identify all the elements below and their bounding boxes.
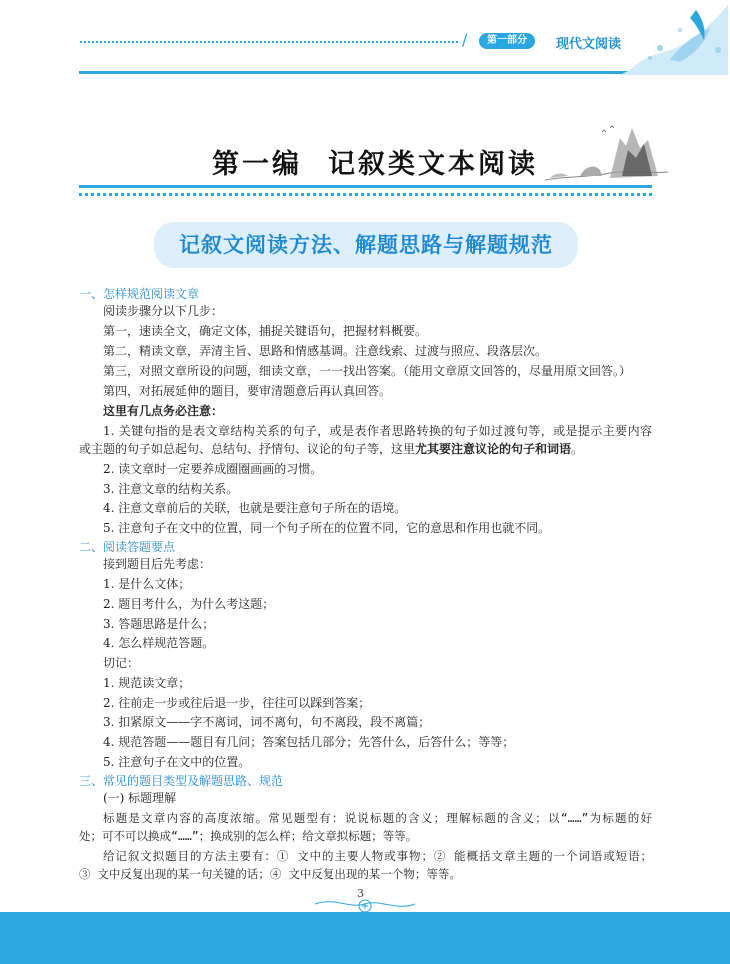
s1-step-4: 第四，对拓展延伸的题目，要审清题意后再认真回答。: [103, 384, 392, 398]
s1-step-3: 第三，对照文章所设的问题，细读文章，一一找出答案。（能用文章原文回答的，尽量用原文回答。）: [103, 364, 632, 378]
s1-step-2: 第二，精读文章，弄清主旨、思路和情感基调。注意线索、过渡与照应、段落层次。: [103, 344, 548, 358]
s1-note-title: 这里有几点务必注意：: [103, 404, 224, 418]
s1-note-1-line-1-text: 1. 关键句指的是表文章结构关系的句子，或是表作者思路转换的句子如过渡句等，或是提示主要内容: [103, 424, 652, 438]
s1-note-1-line-1: [103, 423, 652, 440]
s1-heading: 一、怎样规范阅读文章: [79, 287, 200, 301]
s2-consider-3: 3. 答题思路是什么；: [103, 617, 215, 631]
s2-remember-3: 3. 扣紧原文——字不离词，词不离句，句不离段，段不离篇；: [103, 715, 431, 729]
chapter-title: [212, 142, 538, 181]
s2-consider-1: 1. 是什么文体；: [103, 577, 191, 591]
header-dotted-line: [80, 41, 458, 43]
s1-note-5: 5. 注意句子在文中的位置，同一个句子所在的位置不同，它的意思和作用也就不同。: [103, 521, 551, 535]
s3-subheading: (一) 标题理解: [103, 791, 177, 805]
s1-note-4: 4. 注意文章前后的关联，也就是要注意句子所在的语境。: [103, 501, 407, 515]
s1-note-3: 3. 注意文章的结构关系。: [103, 482, 239, 496]
s3-p1-line-2: 处；可不可以换成“……”；换成别的怎么样；给文章拟标题；等等。: [79, 829, 418, 843]
footer-band: [0, 912, 730, 964]
title-rule: [79, 185, 652, 188]
s2-heading: 二、阅读答题要点: [79, 540, 176, 554]
s3-p2-line-1-text: 给记叙文拟题目的方法主要有：① 文中的主要人物或事物；② 能概括文章主题的一个词语或短语；: [103, 849, 652, 863]
s3-p1-line-1: [103, 810, 652, 827]
s2-consider-2: 2. 题目考什么，为什么考这题；: [103, 597, 275, 611]
s3-p2-line-1: [103, 848, 652, 865]
s2-intro: 接到题目后先考虑：: [103, 557, 212, 571]
part-name: 现代文阅读: [556, 37, 622, 52]
header-rule: [79, 71, 652, 74]
s1-intro: 阅读步骤分以下几步：: [103, 304, 224, 318]
s2-consider-4: 4. 怎么样规范答题。: [103, 636, 215, 650]
s1-note-1-text: 或主题的句子如总起句、总结句、抒情句、议论的句子等，这里: [79, 442, 416, 456]
header-slash: /: [462, 30, 468, 49]
part-badge: 第一部分: [479, 33, 535, 49]
s1-note-1-end: 。: [571, 442, 584, 456]
chapter-name: 记叙类文本阅读: [328, 149, 538, 180]
chapter-part: 第一编: [212, 149, 302, 180]
s3-heading: 三、常见的题目类型及解题思路、规范: [79, 774, 284, 788]
s1-note-1-emphasis: 尤其要注意议论的句子和词语: [415, 442, 572, 456]
page-number: 3: [357, 887, 364, 900]
s1-note-2: 2. 读文章时一定要养成圈圈画画的习惯。: [103, 462, 323, 476]
s2-remember-2: 2. 往前走一步或往后退一步，往往可以踩到答案；: [103, 696, 371, 710]
page-ornament-icon: [310, 895, 420, 913]
landscape-illustration-icon: [540, 118, 670, 186]
s2-remember-label: 切记：: [103, 656, 140, 670]
s2-remember-1: 1. 规范读文章；: [103, 676, 191, 690]
s2-remember-4: 4. 规范答题——题目有几问；答案包括几部分；先答什么，后答什么；等等；: [103, 735, 515, 749]
s3-p2-line-2: ③ 文中反复出现的某一句关键的话；④ 文中反复出现的某一个物；等等。: [79, 867, 461, 881]
s2-remember-5: 5. 注意句子在文中的位置。: [103, 755, 251, 769]
s3-p1-line-1-text: 标题是文章内容的高度浓缩。常见题型有：说说标题的含义；理解标题的含义；以“……”为标题的好: [103, 811, 652, 825]
section-title: 记叙文阅读方法、解题思路与解题规范: [179, 233, 553, 257]
water-splash-icon: [610, 0, 730, 75]
s1-note-1-line-2: [79, 441, 652, 458]
s1-step-1: 第一，速读全文，确定文体，捕捉关键语句，把握材料概要。: [103, 324, 428, 338]
title-dotted-rule: [79, 193, 652, 196]
